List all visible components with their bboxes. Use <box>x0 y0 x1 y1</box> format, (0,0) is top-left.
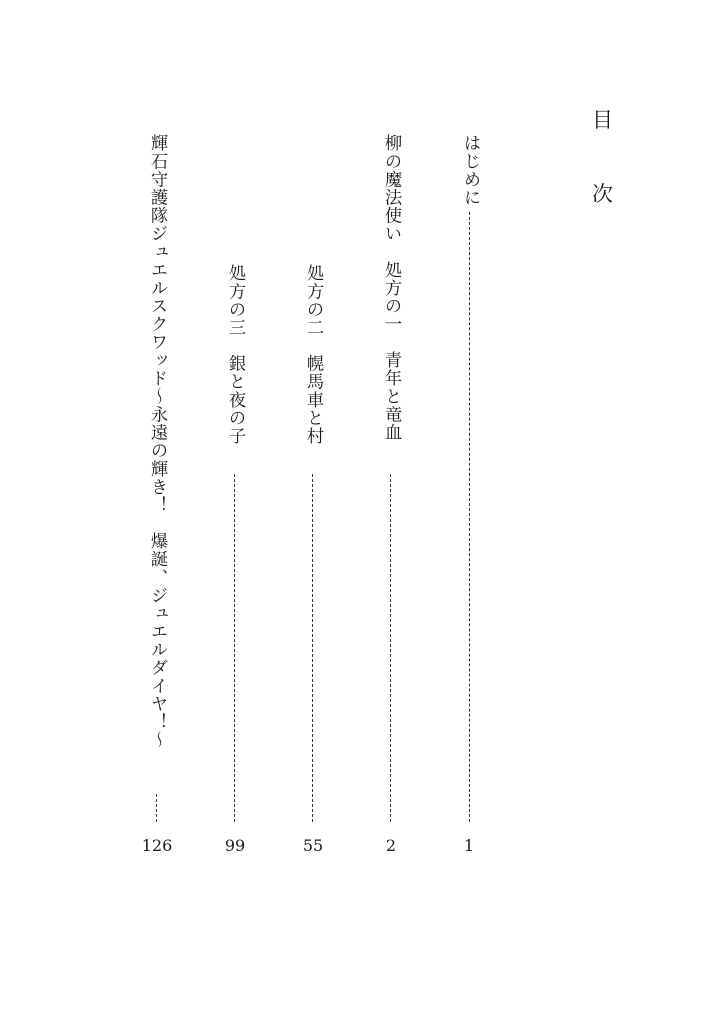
page-number: 99 <box>224 836 246 855</box>
dotted-leader <box>390 474 391 822</box>
page-number: 1 <box>463 836 475 855</box>
dotted-leader <box>469 212 470 822</box>
toc-entry-chapter-2[interactable] <box>299 264 327 834</box>
entry-chapter-label: 処方の三 <box>225 264 245 337</box>
toc-entry-chapter-3[interactable] <box>221 264 249 834</box>
entry-chapter-label: 処方の二 <box>303 264 323 337</box>
toc-title <box>588 104 618 214</box>
entry-series-title: 柳の魔法使い <box>381 134 401 243</box>
toc-title-char-2: 次 <box>592 182 613 206</box>
entry-chapter-title: 幌馬車と村 <box>303 354 323 445</box>
toc-entry-introduction[interactable] <box>456 134 484 834</box>
dotted-leader <box>312 474 313 822</box>
entry-title-part-2: 爆誕、ジュエルダイヤ！～ <box>147 531 167 749</box>
entry-title: はじめに <box>460 134 480 207</box>
dotted-leader <box>156 794 157 822</box>
dotted-leader <box>234 474 235 822</box>
page-number: 126 <box>141 836 173 855</box>
entry-chapter-title: 銀と夜の子 <box>225 354 245 445</box>
toc-entry-chapter-1[interactable] <box>377 134 405 834</box>
page-number: 55 <box>302 836 324 855</box>
entry-title-part-1: 輝石守護隊ジュエルスクワッド～永遠の輝き！ <box>147 134 167 514</box>
entry-chapter-label: 処方の一 <box>381 260 401 333</box>
toc-title-char-1: 目 <box>592 108 613 132</box>
page-number: 2 <box>385 836 397 855</box>
toc-entry-short-story[interactable] <box>143 134 171 834</box>
entry-chapter-title: 青年と竜血 <box>381 350 401 442</box>
